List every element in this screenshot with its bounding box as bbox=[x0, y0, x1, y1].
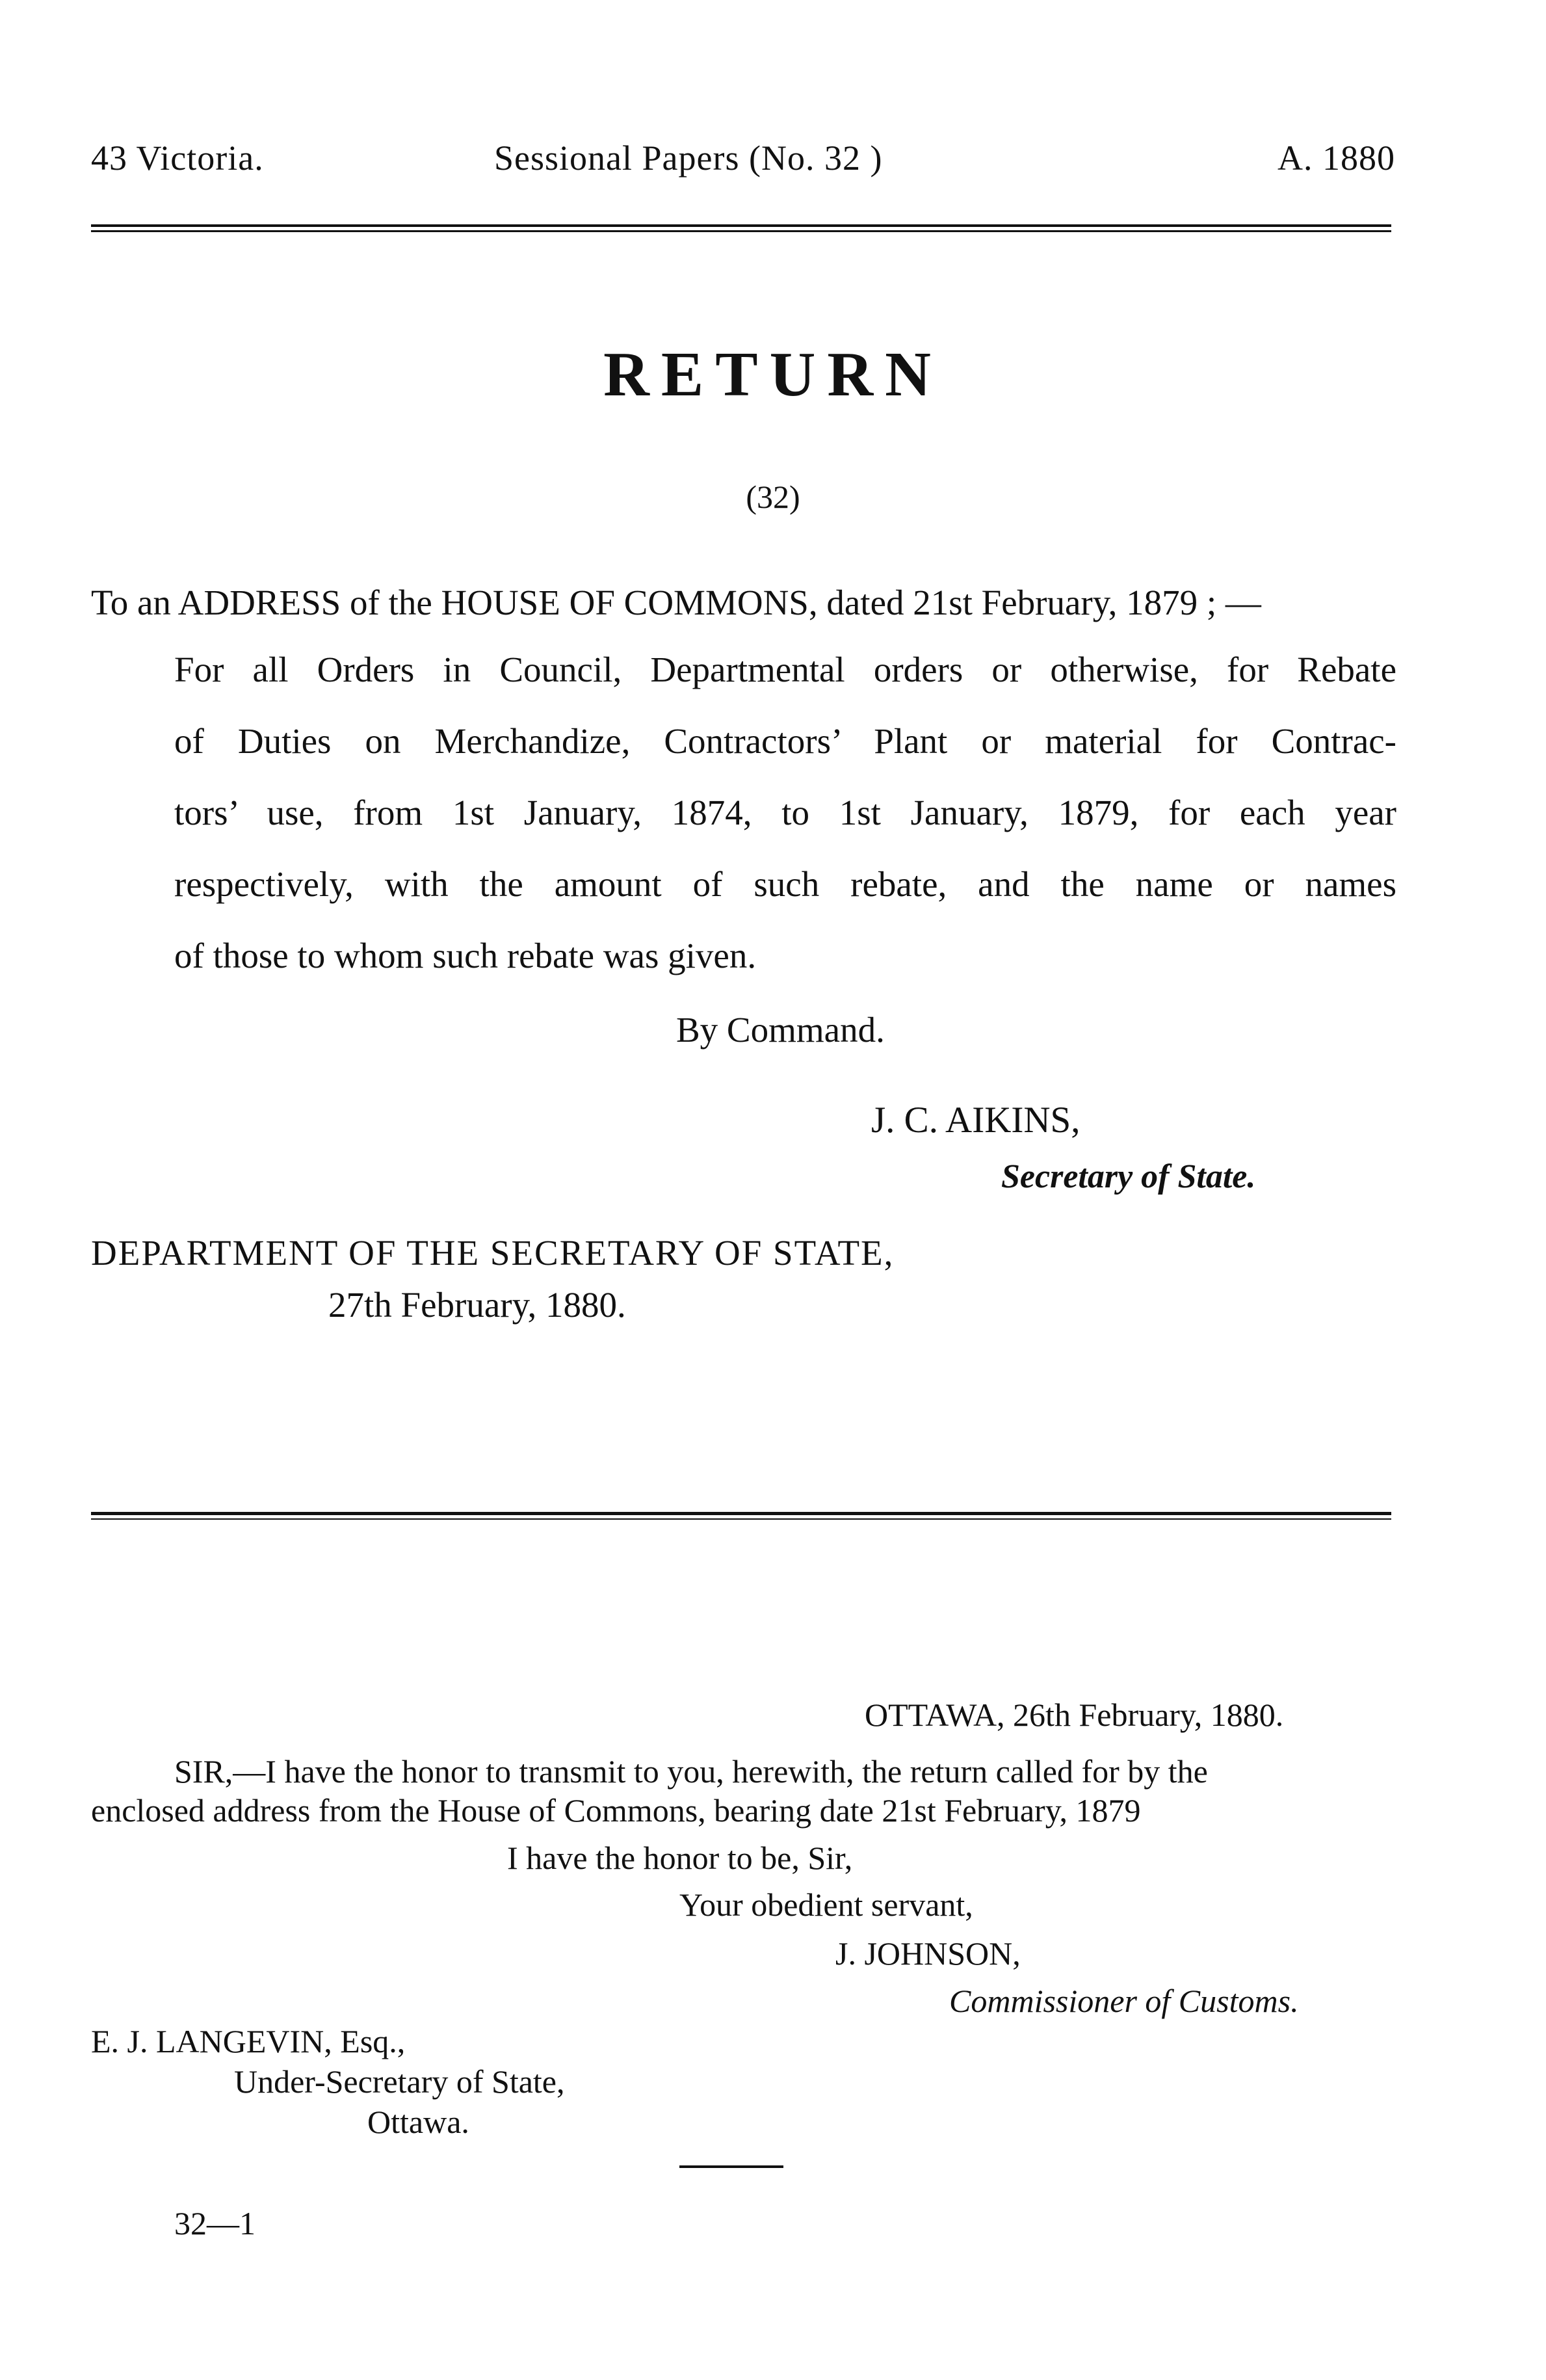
address-intro: To an ADDRESS of the HOUSE OF COMMONS, dated 21st February, 1879 ; — bbox=[91, 583, 1261, 622]
letter-line-2: enclosed address from the House of Commons, bearing date 21st February, 1879 bbox=[91, 1792, 1141, 1829]
signer-name: J. C. AIKINS, bbox=[871, 1100, 1081, 1141]
address-line: of Duties on Merchandize, Contractors’ Plant or material for Contrac- bbox=[174, 721, 1396, 761]
recipient-name: E. J. LANGEVIN, Esq., bbox=[91, 2023, 406, 2059]
header-rule-bottom bbox=[91, 230, 1391, 232]
letter-closing-2: Your obedient servant, bbox=[679, 1886, 973, 1923]
paper-number: (32) bbox=[746, 479, 800, 515]
address-line: of those to whom such rebate was given. bbox=[174, 936, 757, 975]
letter-signer: J. JOHNSON, bbox=[835, 1935, 1021, 1972]
address-body bbox=[174, 634, 1396, 992]
page-title: RETURN bbox=[603, 339, 943, 410]
recipient-city: Ottawa. bbox=[367, 2104, 469, 2140]
section-divider bbox=[91, 1512, 1391, 1515]
header-rule-top bbox=[91, 224, 1391, 227]
signer-title: Secretary of State. bbox=[1001, 1158, 1256, 1195]
recipient-position: Under-Secretary of State, bbox=[234, 2063, 565, 2100]
department-name: DEPARTMENT OF THE SECRETARY OF STATE, bbox=[91, 1233, 895, 1273]
address-line: respectively, with the amount of such rebate, and the name or names bbox=[174, 864, 1396, 904]
letter-signer-title: Commissioner of Customs. bbox=[949, 1983, 1299, 2019]
letter-closing-1: I have the honor to be, Sir, bbox=[507, 1840, 853, 1876]
department-date: 27th February, 1880. bbox=[328, 1285, 626, 1325]
address-line: tors’ use, from 1st January, 1874, to 1st January, 1879, for each year bbox=[174, 793, 1396, 832]
letter-place-date: OTTAWA, 26th February, 1880. bbox=[865, 1697, 1284, 1733]
address-line: For all Orders in Council, Departmental orders or otherwise, for Rebate bbox=[174, 650, 1396, 689]
header-left: 43 Victoria. bbox=[91, 139, 264, 178]
section-divider-thin bbox=[91, 1518, 1391, 1520]
letter-line-1: SIR,—I have the honor to transmit to you, herewith, the return called for by the bbox=[174, 1753, 1208, 1790]
footer-rule bbox=[679, 2165, 783, 2168]
page-footer: 32—1 bbox=[174, 2205, 255, 2241]
header-right: A. 1880 bbox=[1277, 139, 1395, 178]
header-center: Sessional Papers (No. 32 ) bbox=[494, 139, 883, 178]
by-command: By Command. bbox=[676, 1010, 885, 1050]
